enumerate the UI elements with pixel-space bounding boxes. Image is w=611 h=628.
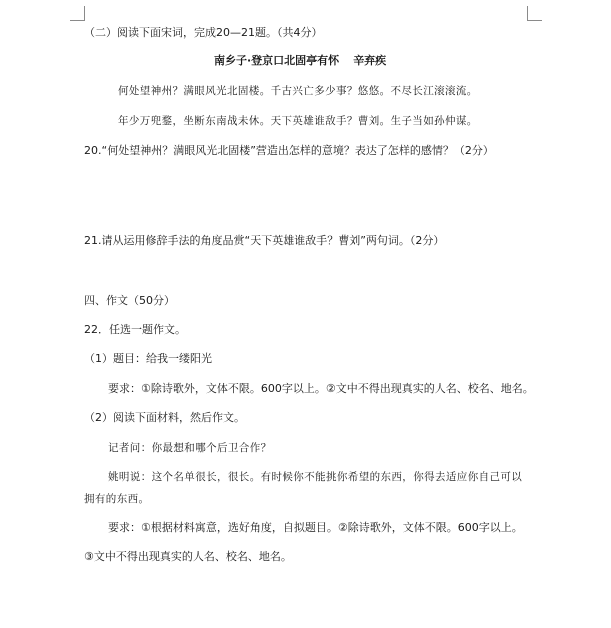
section-heading-essay: 四、作文（50分）: [84, 294, 175, 307]
crop-mark-top-left: [70, 6, 85, 21]
poem-author: 辛弃疾: [353, 54, 387, 67]
material-reporter-question: 记者问：你最想和哪个后卫合作？: [108, 442, 272, 454]
essay-option-2-requirements: 要求：①根据材料寓意，选好角度，自拟题目。②除诗歌外，文体不限。600字以上。: [108, 521, 523, 534]
material-yao-ming-line-1: 姚明说：这个名单很长，很长。有时候你不能挑你希望的东西，你得去适应你自己可以: [108, 471, 523, 483]
poem-title: 南乡子·登京口北固亭有怀: [214, 54, 340, 67]
essay-option-1-requirements: 要求：①除诗歌外，文体不限。600字以上。②文中不得出现真实的人名、校名、地名。: [108, 382, 534, 395]
poem-line-1: 何处望神州？满眼风光北固楼。千古兴亡多少事？悠悠。不尽长江滚滚流。: [118, 85, 478, 97]
poem-title-row: [214, 53, 386, 69]
essay-option-1-title: （1）题目：给我一缕阳光: [84, 352, 212, 365]
crop-mark-top-right: [527, 6, 542, 21]
section-heading-poetry: （二）阅读下面宋词，完成20—21题。（共4分）: [84, 26, 323, 39]
question-20: 20.“何处望神州？满眼风光北固楼”营造出怎样的意境？表达了怎样的感情？（2分）: [84, 144, 494, 157]
poem-line-2: 年少万兜鍪，坐断东南战未休。天下英雄谁敌手？曹刘。生子当如孙仲谋。: [118, 115, 478, 127]
essay-option-2-title: （2）阅读下面材料，然后作文。: [84, 411, 245, 424]
question-22: 22．任选一题作文。: [84, 323, 186, 336]
question-21: 21.请从运用修辞手法的角度品赏“天下英雄谁敌手？曹刘”两句词。（2分）: [84, 234, 445, 247]
essay-option-2-requirements-continued: ③文中不得出现真实的人名、校名、地名。: [84, 550, 292, 563]
material-yao-ming-line-2: 拥有的东西。: [84, 493, 150, 505]
